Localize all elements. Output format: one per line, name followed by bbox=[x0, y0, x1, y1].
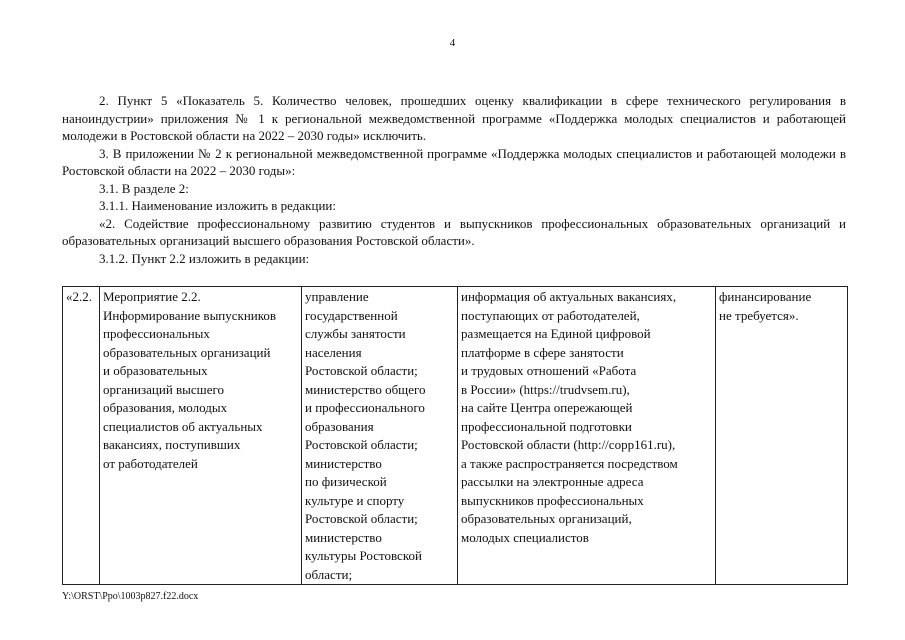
paragraph-3-1-1: 3.1.1. Наименование изложить в редакции: bbox=[99, 198, 336, 213]
cell-text-line: и профессионального bbox=[305, 400, 425, 415]
cell-text-line: по физической bbox=[305, 474, 387, 489]
cell-text-line: образовательных организаций bbox=[103, 344, 271, 360]
cell-text-line: культуре и спорту bbox=[305, 492, 405, 508]
cell-text-line: министерство bbox=[305, 529, 382, 545]
cell-text-line: культуры Ростовской bbox=[305, 548, 422, 563]
cell-text-line: рассылки на электронные адреса bbox=[461, 474, 644, 489]
cell-text-line: области; bbox=[305, 566, 353, 582]
cell-text-line: «2.2. bbox=[66, 289, 92, 304]
cell-text-line: Мероприятие 2.2. bbox=[103, 289, 201, 304]
cell-text-line: от работодателей bbox=[103, 455, 198, 471]
cell-text-line: специалистов об актуальных bbox=[103, 418, 263, 434]
table-row bbox=[63, 287, 848, 585]
page-number: 4 bbox=[449, 37, 456, 49]
cell-measure bbox=[100, 287, 302, 585]
measure-table bbox=[62, 286, 848, 585]
cell-text-line: и трудовых отношений «Работа bbox=[461, 363, 637, 378]
cell-text-line: министерство общего bbox=[305, 381, 426, 397]
cell-text-line: на сайте Центра опережающей bbox=[461, 400, 633, 415]
cell-text-line: и образовательных bbox=[103, 363, 208, 378]
cell-executors bbox=[302, 287, 458, 585]
cell-text-line: управление bbox=[305, 289, 369, 304]
cell-text-line: информация об актуальных вакансиях, bbox=[461, 289, 677, 304]
cell-text-line: образования, молодых bbox=[103, 400, 228, 415]
cell-text-line: организаций высшего bbox=[103, 381, 224, 397]
cell-text-line: Информирование выпускников bbox=[103, 307, 277, 323]
cell-text-line: образования bbox=[305, 418, 374, 434]
cell-result bbox=[458, 287, 716, 585]
footer-file-path: Y:\ORST\Ppo\1003p827.f22.docx bbox=[62, 591, 199, 602]
cell-text-line: службы занятости bbox=[305, 326, 406, 341]
cell-text-line: профессиональных bbox=[103, 326, 210, 341]
cell-text-line: образовательных организаций, bbox=[461, 511, 632, 526]
cell-financing bbox=[716, 287, 848, 585]
cell-text-line: платформе в сфере занятости bbox=[461, 344, 624, 360]
cell-text-line: профессиональной подготовки bbox=[461, 418, 632, 434]
paragraph-3-1-2: 3.1.2. Пункт 2.2 изложить в редакции: bbox=[99, 250, 310, 266]
cell-text-line: выпускников профессиональных bbox=[461, 492, 644, 508]
paragraph-item-2: 2. Пункт 5 «Показатель 5. Количество человек, прошедших оценку квалификации в сфере технического регулирования в наноиндустрии» приложения № 1 к региональной межведомственной программе «Поддержка молодых специалистов и работающей молодежи в Ростовской области на 2022 – 2030 годы» исключить. bbox=[62, 93, 846, 143]
cell-text-line: поступающих от работодателей, bbox=[461, 307, 640, 323]
cell-text-line: не требуется». bbox=[719, 307, 799, 323]
cell-number bbox=[63, 287, 100, 585]
cell-text-line: а также распространяется посредством bbox=[461, 455, 678, 471]
cell-text-line: Ростовской области (http://copp161.ru), bbox=[461, 437, 676, 452]
cell-text-line: размещается на Единой цифровой bbox=[461, 326, 651, 341]
cell-text-line: государственной bbox=[305, 307, 398, 323]
cell-text-line: в России» (https://trudvsem.ru), bbox=[461, 381, 630, 397]
cell-text-line: вакансиях, поступивших bbox=[103, 437, 241, 452]
cell-text-line: Ростовской области; bbox=[305, 511, 418, 526]
document-body bbox=[62, 92, 846, 267]
cell-text-line: финансирование bbox=[719, 289, 812, 304]
paragraph-section-2-title: «2. Содействие профессиональному развитию студентов и выпускников профессиональных образовательных организаций и образовательных организаций высшего образования Ростовской области». bbox=[62, 215, 846, 248]
cell-text-line: Ростовской области; bbox=[305, 437, 418, 452]
paragraph-3-1: 3.1. В разделе 2: bbox=[99, 180, 189, 196]
cell-text-line: молодых специалистов bbox=[461, 529, 589, 545]
paragraph-item-3: 3. В приложении № 2 к региональной межведомственной программе «Поддержка молодых специалистов и работающей молодежи в Ростовской области на 2022 – 2030 годы»: bbox=[62, 145, 846, 178]
cell-text-line: Ростовской области; bbox=[305, 363, 418, 378]
cell-text-line: населения bbox=[305, 344, 362, 360]
cell-text-line: министерство bbox=[305, 455, 382, 471]
